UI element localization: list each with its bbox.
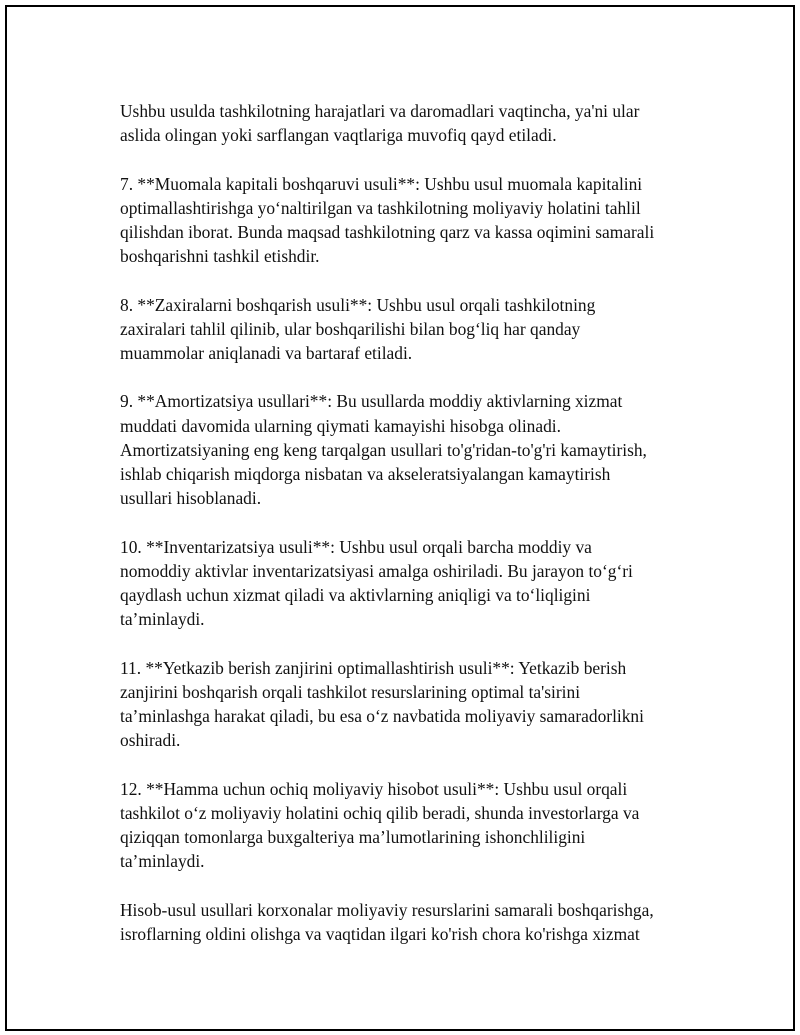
document-body	[120, 99, 700, 946]
paragraph-intro: Ushbu usulda tashkilotning harajatlari va daromadlari vaqtincha, ya'ni ular aslida olingan yoki sarflangan vaqtlariga muvofiq qayd etiladi.	[120, 101, 640, 146]
paragraph-item-9: 9. **Amortizatsiya usullari**: Bu usullarda moddiy aktivlarning xizmat muddati davomida ularning qiymati kamayishi hisobga olinadi. Amortizatsiyaning eng keng tarqalgan usullari to'g'ridan-to'g'ri kamaytirish, ishlab chiqarish miqdorga nisbatan va akseleratsiyalangan kamaytirish usullari hisoblanadi.	[120, 391, 647, 509]
paragraph-item-10: 10. **Inventarizatsiya usuli**: Ushbu usul orqali barcha moddiy va nomoddiy aktivlar inventarizatsiyasi amalga oshiriladi. Bu jarayon to‘g‘ri qaydlash uchun xizmat qiladi va aktivlarning aniqligi va to‘liqligini ta’minlaydi.	[120, 536, 633, 630]
paragraph-item-7: 7. **Muomala kapitali boshqaruvi usuli**: Ushbu usul muomala kapitalini optimallashtirishga yo‘naltirilgan va tashkilotning moliyaviy holatini tahlil qilishdan iborat. Bunda maqsad tashkilotning qarz va kassa oqimini samarali boshqarishni tashkil etishdir.	[120, 173, 655, 267]
paragraph-conclusion: Hisob-usul usullari korxonalar moliyaviy resurslarini samarali boshqarishga, isroflarning oldini olishga va vaqtidan ilgari ko'rish chora ko'rishga xizmat	[120, 899, 654, 944]
paragraph-item-12: 12. **Hamma uchun ochiq moliyaviy hisobot usuli**: Ushbu usul orqali tashkilot o‘z moliyaviy holatini ochiq qilib beradi, shunda investorlarga va qiziqqan tomonlarga buxgalteriya ma’lumotlarining ishonchliligini ta’minlaydi.	[120, 778, 640, 872]
page-frame	[5, 5, 795, 1031]
paragraph-item-11: 11. **Yetkazib berish zanjirini optimallashtirish usuli**: Yetkazib berish zanjirini boshqarish orqali tashkilot resurslarining optimal ta'sirini ta’minlashga harakat qiladi, bu esa o‘z navbatida moliyaviy samaradorlikni oshiradi.	[120, 657, 644, 751]
paragraph-item-8: 8. **Zaxiralarni boshqarish usuli**: Ushbu usul orqali tashkilotning zaxiralari tahlil qilinib, ular boshqarilishi bilan bog‘liq har qanday muammolar aniqlanadi va bartaraf etiladi.	[120, 294, 596, 363]
